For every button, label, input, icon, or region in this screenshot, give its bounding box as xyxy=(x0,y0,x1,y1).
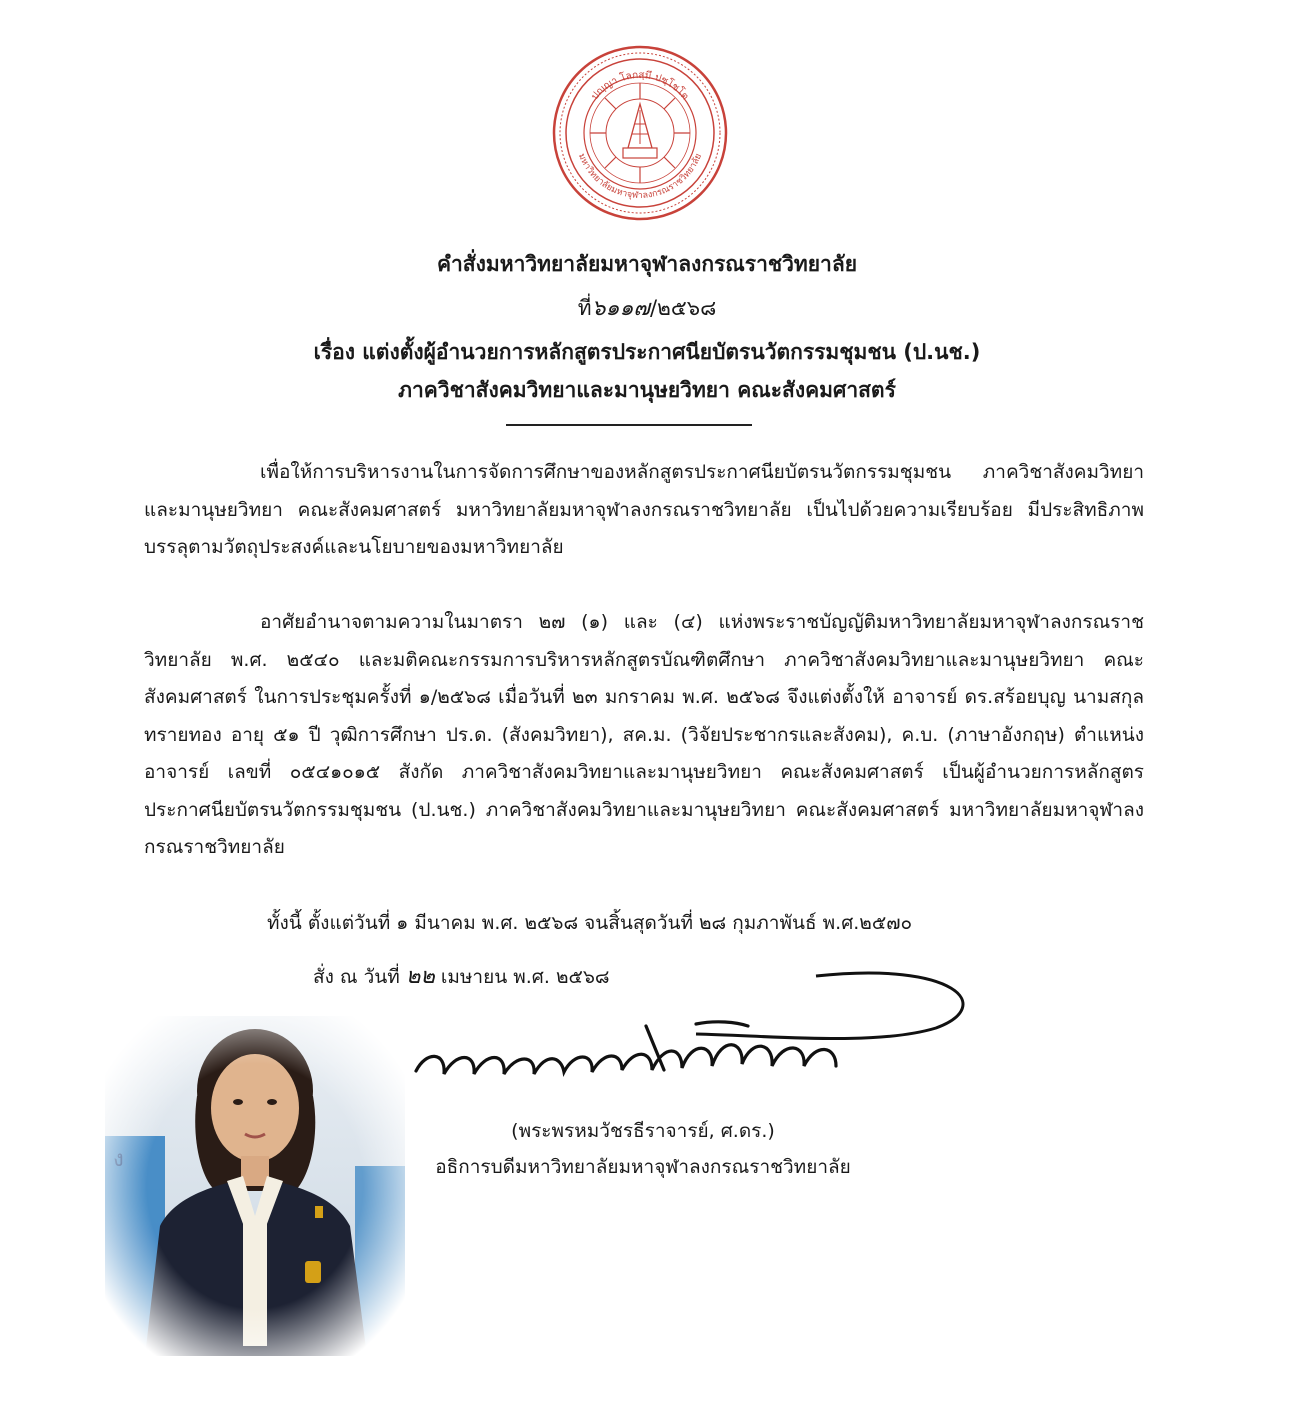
signer-position: อธิการบดีมหาวิทยาลัยมหาจุฬาลงกรณราชวิทยาลัย xyxy=(435,1156,851,1178)
signer-name: (พระพรหมวัชรธีราจารย์, ศ.ดร.) xyxy=(511,1120,775,1142)
portrait-photo xyxy=(105,1016,405,1356)
paragraph-authority xyxy=(144,604,1144,867)
order-subject-line2: ภาควิชาสังคมวิทยาและมานุษยวิทยา คณะสังคมศาสตร์ xyxy=(398,378,896,402)
order-number-year: /๒๕๖๘ xyxy=(649,296,717,320)
seal-motto: ปญฺญา โลกสฺมึ ปชฺโชโต xyxy=(589,69,691,103)
order-title: คำสั่งมหาวิทยาลัยมหาจุฬาลงกรณราชวิทยาลัย xyxy=(436,252,858,276)
effective-period: ทั้งนี้ ตั้งแต่วันที่ ๑ มีนาคม พ.ศ. ๒๕๖๘ จนสิ้นสุดวันที่ ๒๘ กุมภาพันธ์ พ.ศ.๒๕๗๐ xyxy=(267,912,913,934)
order-subject: เรื่อง แต่งตั้งผู้อำนวยการหลักสูตรประกาศนียบัตรนวัตกรรมชุมชน (ป.นช.) xyxy=(313,340,981,364)
order-date-day: ๒๒ xyxy=(405,964,435,989)
paragraph-purpose-text: เพื่อให้การบริหารงานในการจัดการศึกษาของหลักสูตรประกาศนียบัตรนวัตกรรมชุมชน ภาควิชาสังคมวิทยาและมานุษยวิทยา คณะสังคมศาสตร์ มหาวิทยาลัยมหาจุฬาลงกรณราชวิทยาลัย เป็นไปด้วยความเรียบร้อย มีประสิทธิภาพ บรรลุตามวัตถุประสงค์และนโยบายของมหาวิทยาลัย xyxy=(144,461,1144,558)
seal-ring-text: มหาวิทยาลัยมหาจุฬาลงกรณราชวิทยาลัย xyxy=(575,152,705,202)
university-seal xyxy=(551,44,729,222)
order-date-prefix: สั่ง ณ วันที่ xyxy=(313,966,400,988)
heading-divider xyxy=(506,424,752,426)
order-number xyxy=(0,294,1294,323)
order-date-suffix: เมษายน พ.ศ. ๒๕๖๘ xyxy=(440,966,610,988)
paragraph-authority-text: อาศัยอำนาจตามความในมาตรา ๒๗ (๑) และ (๔) แห่งพระราชบัญญัติมหาวิทยาลัยมหาจุฬาลงกรณราชวิทยาลัย พ.ศ. ๒๕๔๐ และมติคณะกรรมการบริหารหลักสูตรบัณฑิตศึกษา ภาควิชาสังคมวิทยาและมานุษยวิทยา คณะสังคมศาสตร์ ในการประชุมครั้งที่ ๑/๒๕๖๘ เมื่อวันที่ ๒๓ มกราคม พ.ศ. ๒๕๖๘ จึงแต่งตั้งให้ อาจารย์ ดร.สร้อยบุญ นามสกุล ทรายทอง อายุ ๕๑ ปี วุฒิการศึกษา ปร.ด. (สังคมวิทยา), สค.ม. (วิจัยประชากรและสังคม), ค.บ. (ภาษาอังกฤษ) ตำแหน่ง อาจารย์ เลขที่ ๐๕๔๑๐๑๕ สังกัด ภาควิชาสังคมวิทยาและมานุษยวิทยา คณะสังคมศาสตร์ เป็นผู้อำนวยการหลักสูตรประกาศนียบัตรนวัตกรรมชุมชน (ป.นช.) ภาควิชาสังคมวิทยาและมานุษยวิทยา คณะสังคมศาสตร์ มหาวิทยาลัยมหาจุฬาลงกรณราชวิทยาลัย xyxy=(144,611,1144,858)
signature xyxy=(396,966,996,1116)
order-number-prefix: ที่ xyxy=(577,296,592,320)
paragraph-purpose xyxy=(144,454,1144,567)
order-number-handwritten: ๖๑๑๗ xyxy=(591,296,650,321)
